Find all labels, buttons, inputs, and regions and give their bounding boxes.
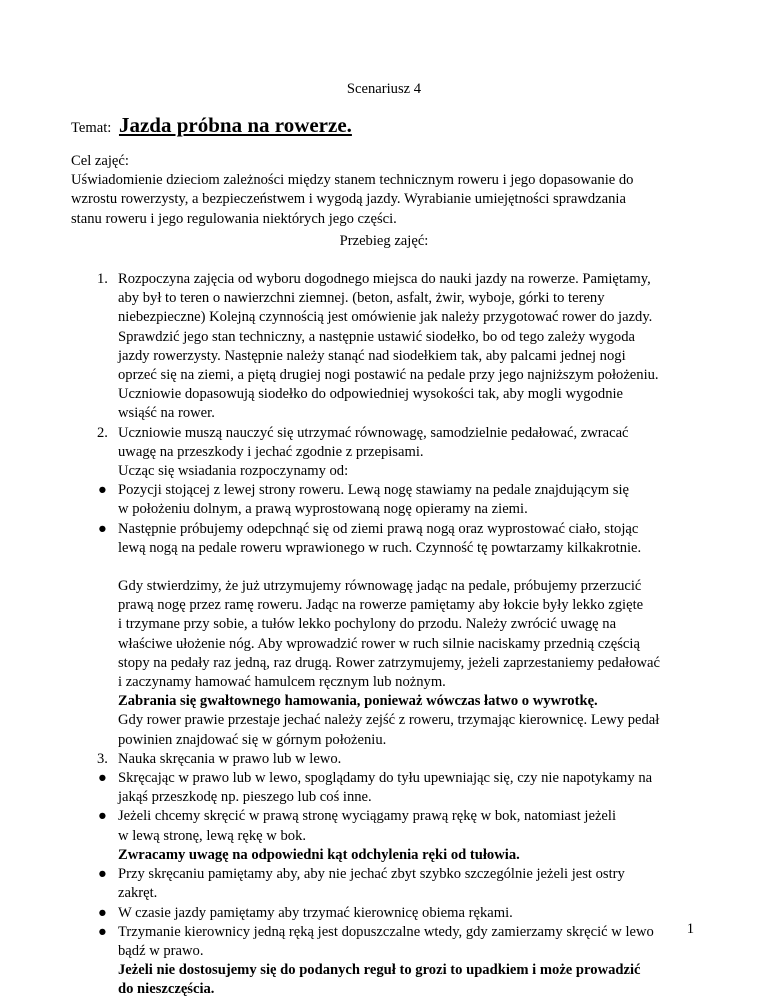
bullet-icon: ● <box>98 770 107 787</box>
item-text-line: lewą nogą na pedale roweru wprawionego w ruch. Czynność tę powtarzamy kilkakrotnie. <box>118 539 642 556</box>
paragraph-line: stopy na pedały raz jedną, raz drugą. Rower zatrzymujemy, jeżeli zaprzestaniemy pedałować <box>118 654 661 671</box>
paragraph-line: Gdy stwierdzimy, że już utrzymujemy równowagę jadąc na pedale, próbujemy przerzucić <box>118 578 642 595</box>
bullet-icon: ● <box>98 923 107 940</box>
safety-warning-line: do nieszczęścia. <box>118 981 215 998</box>
item-text-line: Przy skręcaniu pamiętamy aby, aby nie jechać zbyt szybko szczególnie jeżeli jest ostry <box>118 866 625 883</box>
topic-label: Temat: <box>71 120 112 136</box>
paragraph-line: powinien znajdować się w górnym położeniu. <box>118 731 387 748</box>
goal-heading: Cel zajęć: <box>71 153 129 169</box>
item-text-line: Uczniowie dopasowują siodełko do odpowiedniej wysokości tak, aby mogli wygodnie <box>118 386 624 403</box>
topic-line <box>71 113 711 138</box>
spacer <box>71 558 711 577</box>
goal-section <box>71 152 721 229</box>
numbered-item-2 <box>71 424 711 482</box>
goal-text-line: Uświadomienie dzieciom zależności między stanem technicznym roweru i jego dopasowanie do <box>71 172 634 189</box>
lesson-body <box>71 270 711 1000</box>
item-text-line: Ucząc się wsiadania rozpoczynamy od: <box>118 463 349 480</box>
bullet-item <box>71 865 711 903</box>
item-text-line: Następnie próbujemy odepchnąć się od ziemi prawą nogą oraz wyprostować ciało, stojąc <box>118 520 639 537</box>
bullet-item <box>71 520 711 558</box>
bullet-icon: ● <box>98 482 107 499</box>
paragraph-line: właściwe ułożenie nóg. Aby wprowadzić rower w ruch silnie naciskamy przednią częścią <box>118 635 640 652</box>
item-text-line: w lewą stronę, lewą rękę w bok. <box>118 827 307 844</box>
paragraph-line: i trzymane przy sobie, a tułów lekko pochylony do przodu. Należy zwrócić uwagę na <box>118 616 617 633</box>
list-number: 1. <box>97 271 108 287</box>
item-text-line: oprzeć się na ziemi, a piętą drugiej nogi postawić na pedale przy jego najniższym położeniu. <box>118 367 659 384</box>
item-text-line: w położeniu dolnym, a prawą wyprostowaną nogę opieramy na ziemi. <box>118 501 528 518</box>
page-number: 1 <box>686 921 694 937</box>
scenario-heading: Scenariusz 4 <box>346 81 422 97</box>
item-text-line: uwagę na przeszkody i jechać zgodnie z przepisami. <box>118 443 424 460</box>
bullet-icon: ● <box>98 520 107 537</box>
item-text-line: wsiąść na rower. <box>118 405 215 422</box>
topic-title: Jazda próbna na rowerze. <box>118 113 352 137</box>
numbered-item-3 <box>71 750 711 769</box>
list-number: 3. <box>97 750 108 767</box>
item-text-line: jazdy rowerzysty. Następnie należy stanąć nad siodełkiem tak, aby palcami jednej nogi <box>118 347 626 364</box>
item-text-line: Rozpoczyna zajęcia od wyboru dogodnego miejsca do nauki jazdy na rowerze. Pamiętamy, <box>118 271 651 287</box>
bullet-item <box>71 769 711 807</box>
bullet-icon: ● <box>98 866 107 883</box>
item-text-line: Pozycji stojącej z lewej strony roweru. Lewą nogę stawiamy na pedale znajdującym się <box>118 482 630 499</box>
item-text-line: jakąś przeszkodę np. pieszego lub coś inne. <box>118 789 372 806</box>
item-text-line: zakręt. <box>118 885 158 902</box>
item-text-line: Nauka skręcania w prawo lub w lewo. <box>118 750 342 767</box>
item-text-line: niebezpieczne) Kolejną czynnością jest omówienie jak należy przygotować rower do jazdy. <box>118 309 653 326</box>
item-text-line: bądź w prawo. <box>118 942 204 959</box>
item-text-line: aby był to teren o nawierzchni ziemnej. (beton, asfalt, żwir, wyboje, górki to tereny <box>118 290 605 307</box>
bullet-icon: ● <box>98 808 107 825</box>
numbered-item-1 <box>71 270 711 424</box>
item-text-line: Uczniowie muszą nauczyć się utrzymać równowagę, samodzielnie pedałować, zwracać <box>118 424 629 441</box>
bullet-item <box>71 481 711 519</box>
arm-angle-note: Zwracamy uwagę na odpowiedni kąt odchylenia ręki od tułowia. <box>118 846 520 863</box>
riding-paragraph <box>71 577 711 750</box>
bullet-item <box>71 904 711 923</box>
item-text-line: Sprawdzić jego stan techniczny, a następnie ustawić siodełko, bo od tego zależy wygoda <box>118 328 635 345</box>
item-text-line: Jeżeli chcemy skręcić w prawą stronę wyciągamy prawą rękę w bok, natomiast jeżeli <box>118 808 617 825</box>
safety-warning-line: Jeżeli nie dostosujemy się do podanych reguł to grozi to upadkiem i może prowadzić <box>118 962 641 979</box>
paragraph-line: Gdy rower prawie przestaje jechać należy zejść z roweru, trzymając kierownicę. Lewy pedał <box>118 712 660 729</box>
paragraph-line: prawą nogę przez ramę roweru. Jadąc na rowerze pamiętamy aby łokcie były lekko zgięte <box>118 597 644 614</box>
goal-text-line: wzrostu rowerzysty, a bezpieczeństwem i wygodą jazdy. Wyrabianie umiejętności sprawdzania <box>71 191 626 208</box>
paragraph-line: i zaczynamy hamować hamulcem ręcznym lub nożnym. <box>118 674 446 691</box>
list-number: 2. <box>97 424 108 441</box>
item-text-line: W czasie jazdy pamiętamy aby trzymać kierownicę obiema rękami. <box>118 904 513 921</box>
bullet-item <box>71 923 711 1000</box>
item-text-line: Skręcając w prawo lub w lewo, spoglądamy do tyłu upewniając się, czy nie napotykamy na <box>118 770 653 787</box>
bullet-item <box>71 807 711 865</box>
bullet-icon: ● <box>98 904 107 921</box>
item-text-line: Trzymanie kierownicy jedną ręką jest dopuszczalne wtedy, gdy zamierzamy skręcić w lewo <box>118 923 654 940</box>
braking-warning: Zabrania się gwałtownego hamowania, ponieważ wówczas łatwo o wywrotkę. <box>118 693 598 710</box>
goal-text-line: stanu roweru i jego regulowania niektórych jego części. <box>71 210 397 227</box>
course-heading: Przebieg zajęć: <box>339 233 429 249</box>
